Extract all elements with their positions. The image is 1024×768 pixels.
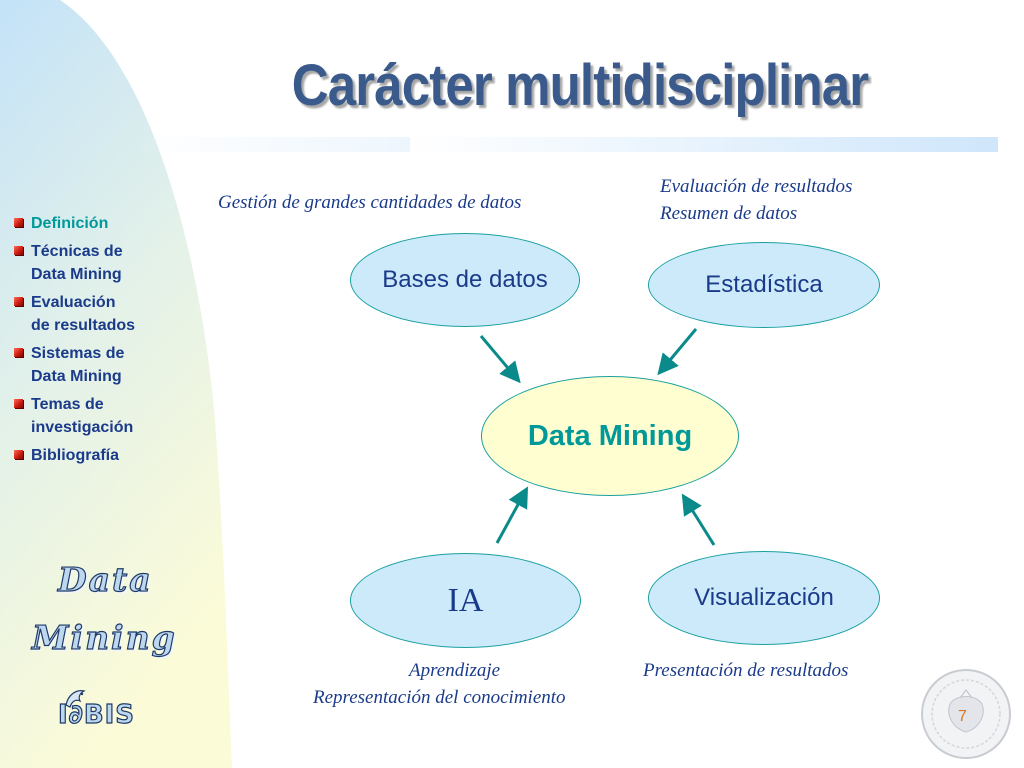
note-statistics-1: Evaluación de resultados — [660, 176, 853, 197]
arrow-statistics — [660, 329, 696, 372]
node-databases — [350, 233, 580, 327]
note-statistics-2: Resumen de datos — [660, 203, 798, 224]
slide-title: Carácter multidisciplinar — [291, 53, 869, 118]
note-visualization: Presentación de resultados — [643, 660, 849, 681]
node-visualization — [648, 551, 880, 645]
arrow-visualization — [684, 497, 714, 545]
sidebar-item-label: Bibliografía — [31, 447, 120, 464]
node-statistics — [648, 242, 880, 328]
node-data-mining — [481, 376, 739, 496]
sidebar-item-label: Sistemas de Data Mining — [31, 345, 125, 385]
arrow-ai — [497, 490, 526, 543]
note-ai-1: Aprendizaje — [409, 660, 501, 681]
sidebar-item-label: Evaluación de resultados — [31, 294, 136, 334]
sidebar-item-label: Definición — [31, 215, 109, 232]
logo-mining-text: Mining — [32, 618, 177, 657]
page-number: 7 — [958, 708, 967, 725]
sidebar-item-label: Temas de investigación — [31, 396, 134, 436]
node-ai-label: IA — [447, 581, 484, 619]
sidebar-item-label: Técnicas de Data Mining — [31, 243, 123, 283]
node-ai — [350, 553, 581, 648]
node-statistics-label: Estadística — [705, 271, 823, 298]
node-data-mining-label: Data Mining — [527, 419, 693, 452]
arrow-databases — [481, 336, 518, 380]
isbis-brand: I∂BIS — [58, 700, 136, 730]
note-databases: Gestión de grandes cantidades de datos — [218, 192, 522, 213]
note-ai-2: Representación del conocimiento — [313, 687, 566, 708]
logo-data-text: Data — [58, 560, 153, 599]
node-databases-label: Bases de datos — [382, 266, 548, 293]
node-visualization-label: Visualización — [694, 584, 834, 611]
